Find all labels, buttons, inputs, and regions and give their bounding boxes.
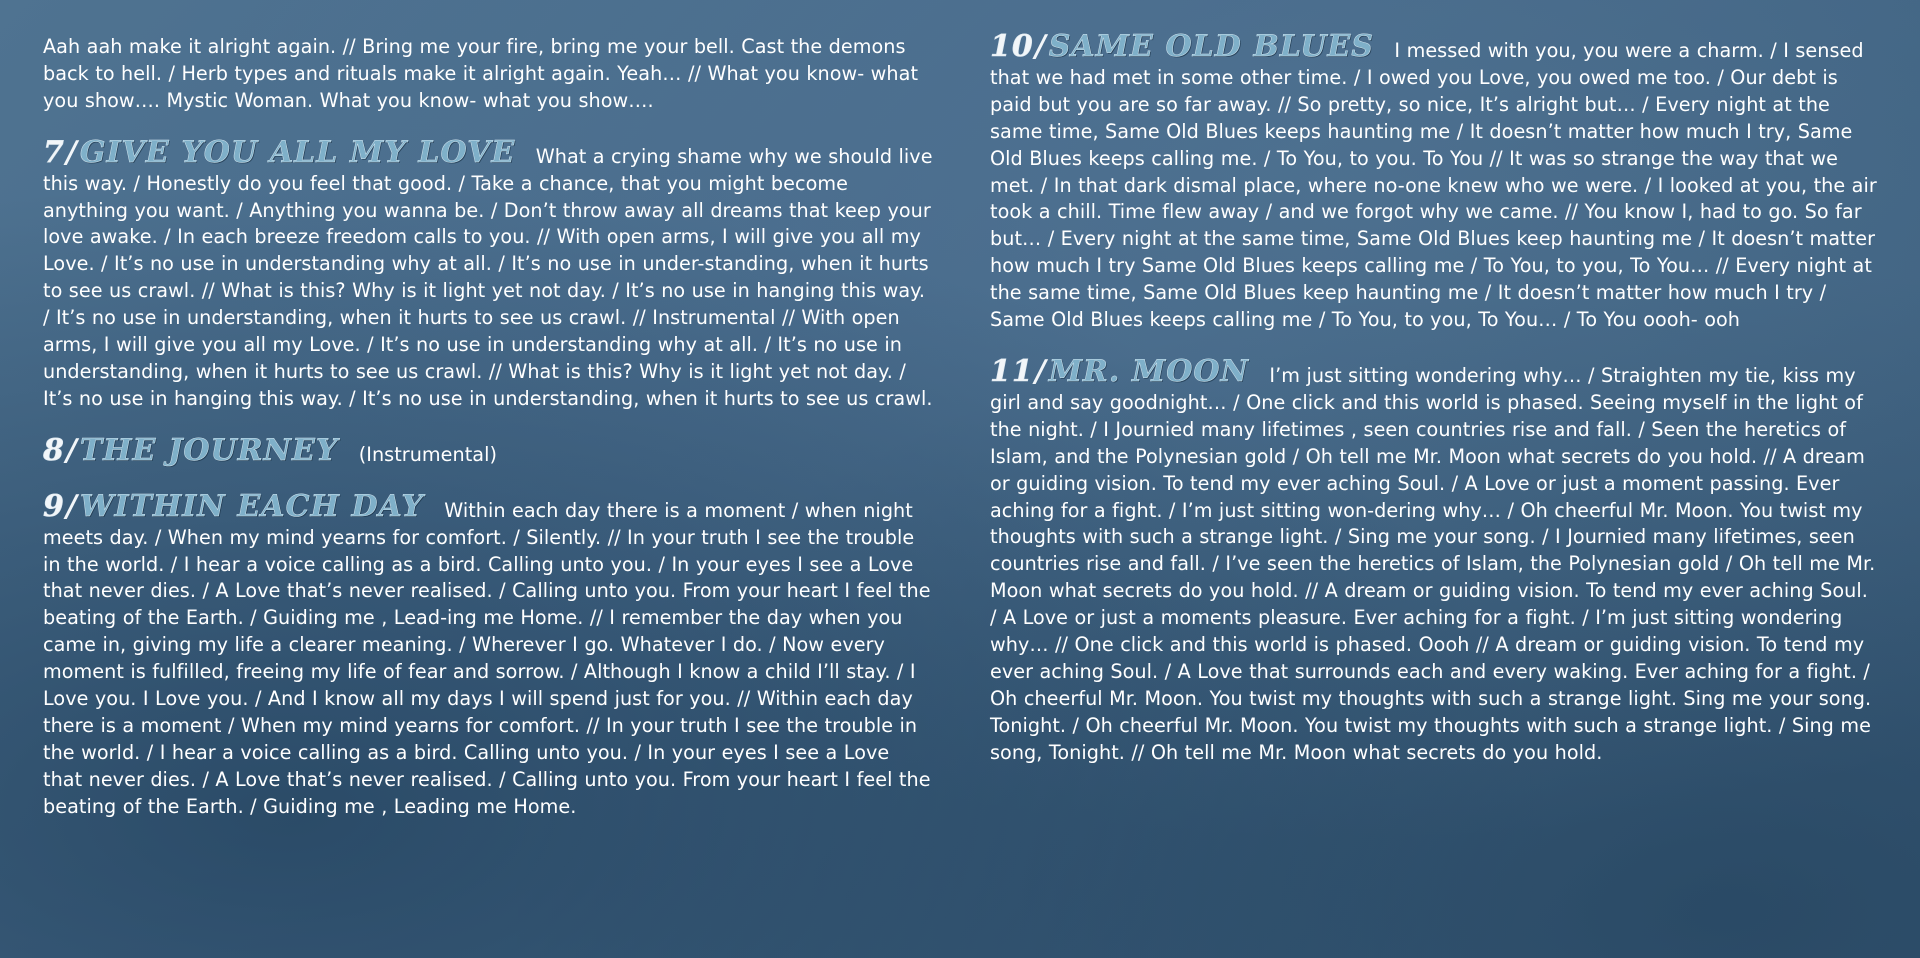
track-10-number: 10 (990, 29, 1034, 64)
right-column (990, 29, 1880, 767)
track-10-block (990, 29, 1880, 334)
track-11-slash: / (1034, 353, 1047, 389)
track-9-slash: / (65, 488, 78, 524)
track-9-title: WITHIN EACH DAY (79, 488, 424, 524)
intro-lyrics (43, 34, 933, 115)
track-7-slash: / (65, 134, 78, 170)
track-11-number: 11 (990, 353, 1034, 389)
track-8-slash: / (65, 432, 78, 468)
track-11-title: MR. MOON (1048, 353, 1249, 389)
track-8-block (43, 432, 933, 469)
track-8-title: THE JOURNEY (79, 432, 339, 468)
track-11-heading (990, 354, 1249, 389)
intro-lyrics-text: Aah aah make it alright again. // Bring me your fire, bring me your bell. Cast the demons back to hell. / Herb types and rituals make it alright again. Yeah… // What you know- what you show…. Mystic Woman. What you know- what you show…. (43, 35, 919, 112)
track-7-block (43, 134, 933, 413)
track-7-lyrics: What a crying shame why we should live this way. / Honestly do you feel that good. / Take a chance, that you might become anything you want. / Anything you wanna be. / Don’t throw away all dreams that keep your love awake. / In each breeze freedom calls to you. // With open arms, I will give you all my Love. / It’s no use in understanding why at all. / It’s no use in under-standing, when it hurts to see us crawl. // What is this? Why is it light yet not day. / It’s no use in hanging this way. / It’s no use in understanding, when it hurts to see us crawl. // Instrumental // With open arms, I will give you all my Love. / It’s no use in understanding why at all. / It’s no use in understanding, when it hurts to see us crawl. // What is this? Why is it light yet not day. / It’s no use in hanging this way. / It’s no use in understanding, when it hurts to see us crawl. (43, 144, 933, 410)
track-7-number: 7 (43, 134, 65, 170)
track-8-heading (43, 433, 338, 468)
track-11-lyrics: I’m just sitting wondering why… / Straighten my tie, kiss my girl and say goodnight… / One click and this world is phased. Seeing myself in the light of the night. / I Journied many lifetimes , seen countries rise and fall. / Seen the heretics of Islam, and the Polynesian gold / Oh tell me Mr. Moon what secrets do you hold. // A dream or guiding vision. To tend my ever aching Soul. / A Love or just a moment passing. Ever aching for a fight. / I’m just sitting won-dering why… / Oh cheerful Mr. Moon. You twist my thoughts with such a strange light. / Sing me your song. / I Journied many lifetimes, seen countries rise and fall. / I’ve seen the heretics of Islam, the Polynesian gold / Oh tell me Mr. Moon what secrets do you hold. // A dream or guiding vision. To tend my ever aching Soul. / A Love or just a moments pleasure. Ever aching for a fight. / I’m just sitting wondering why… // One click and this world is phased. Oooh // A dream or guiding vision. To tend my ever aching Soul. / A Love that surrounds each and every waking. Ever aching for a fight. / Oh cheerful Mr. Moon. You twist my thoughts with such a strange light. Sing me your song. Tonight. / Oh cheerful Mr. Moon. You twist my thoughts with such a strange light. / Sing me song, Tonight. // Oh tell me Mr. Moon what secrets do you hold. (990, 363, 1876, 764)
track-9-number: 9 (43, 488, 65, 524)
track-9-heading (43, 489, 424, 524)
track-8-number: 8 (43, 432, 65, 468)
track-10-heading (990, 29, 1374, 64)
track-7-heading (43, 135, 515, 170)
track-8-lyrics: (Instrumental) (358, 442, 498, 466)
track-10-slash: / (1034, 29, 1047, 64)
track-10-lyrics: I messed with you, you were a charm. / I sensed that we had met in some other time. / I owed you Love, you owed me too. / Our debt is paid but you are so far away. // So pretty, so nice, It’s alright but… / Every night at the same time, Same Old Blues keeps haunting me / It doesn’t matter how much I try, Same Old Blues keeps calling me. / To You, to you. To You // It was so strange the way that we met. / In that dark dismal place, where no-one knew who we were. / I looked at you, the air took a chill. Time flew away / and we forgot why we came. // You know I, had to go. So far but… / Every night at the same time, Same Old Blues keep haunting me / It doesn’t matter how much I try Same Old Blues keeps calling me / To You, to you, To You… // Every night at the same time, Same Old Blues keep haunting me / It doesn’t matter how much I try / Same Old Blues keeps calling me / To You, to you, To You… / To You oooh- ooh (990, 39, 1877, 332)
track-11-block (990, 353, 1880, 767)
left-column (43, 34, 933, 821)
track-9-lyrics: Within each day there is a moment / when night meets day. / When my mind yearns for comfort. / Silently. // In your truth I see the trouble in the world. / I hear a voice calling as a bird. Calling unto you. / In your eyes I see a Love that never dies. / A Love that’s never realised. / Calling unto you. From your heart I feel the beating of the Earth. / Guiding me , Lead-ing me Home. // I remember the day when you came in, giving my life a clearer meaning. / Wherever I go. Whatever I do. / Now every moment is fulfilled, freeing my life of fear and sorrow. / Although I know a child I’ll stay. / I Love you. I Love you. / And I know all my days I will spend just for you. // Within each day there is a moment / When my mind yearns for comfort. // In your truth I see the trouble in the world. / I hear a voice calling as a bird. Calling unto you. / In your eyes I see a Love that never dies. / A Love that’s never realised. / Calling unto you. From your heart I feel the beating of the Earth. / Guiding me , Leading me Home. (43, 498, 931, 818)
track-7-title: GIVE YOU ALL MY LOVE (79, 134, 516, 170)
track-10-title: SAME OLD BLUES (1048, 29, 1374, 64)
track-9-block (43, 488, 933, 821)
